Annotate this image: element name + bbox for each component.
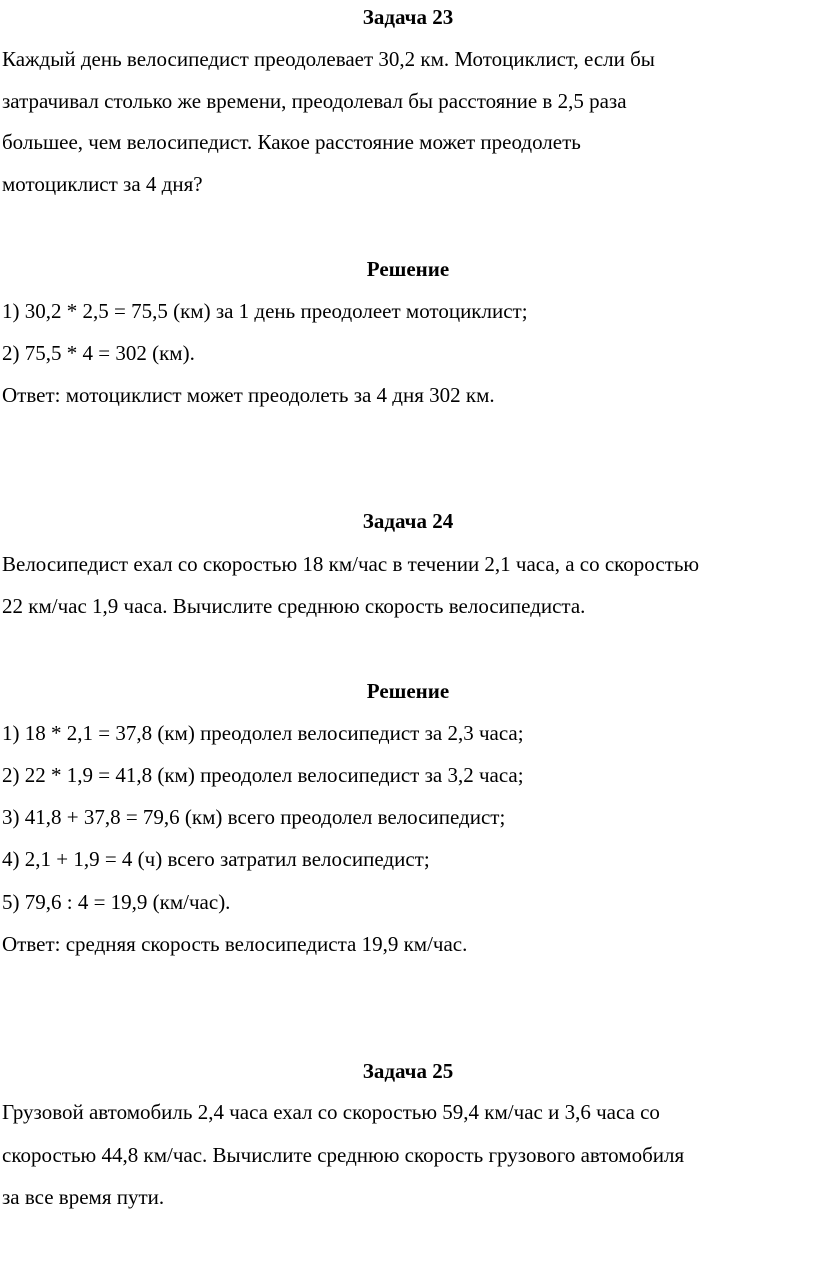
task-23-problem-line: затрачивал столько же времени, преодолевал бы расстояние в 2,5 раза [2,89,627,113]
task-24-step: 5) 79,6 : 4 = 19,9 (км/час). [2,890,231,914]
task-23-solution-title: Решение [366,257,450,281]
task-24-step: 2) 22 * 1,9 = 41,8 (км) преодолел велосипедист за 3,2 часа; [2,763,524,787]
task-25-problem-line: Грузовой автомобиль 2,4 часа ехал со скоростью 59,4 км/час и 3,6 часа со [2,1100,660,1124]
task-24-step: 3) 41,8 + 37,8 = 79,6 (км) всего преодолел велосипедист; [2,805,506,829]
task-24-step: 4) 2,1 + 1,9 = 4 (ч) всего затратил велосипедист; [2,847,430,871]
task-24-problem-line: Велосипедист ехал со скоростью 18 км/час в течении 2,1 часа, а со скоростью [2,552,700,576]
task-24-step: 1) 18 * 2,1 = 37,8 (км) преодолел велосипедист за 2,3 часа; [2,721,524,745]
task-24-solution-title: Решение [366,679,450,703]
task-23-problem-line: Каждый день велосипедист преодолевает 30,2 км. Мотоциклист, если бы [2,47,655,71]
task-23-step: 1) 30,2 * 2,5 = 75,5 (км) за 1 день преодолеет мотоциклист; [2,299,528,323]
task-24-title: Задача 24 [362,509,454,533]
task-25-title: Задача 25 [362,1059,454,1083]
task-25-problem-line: скоростью 44,8 км/час. Вычислите среднюю скорость грузового автомобиля [2,1143,685,1167]
task-25-problem-line: за все время пути. [2,1185,165,1209]
task-23-problem-line: мотоциклист за 4 дня? [2,172,203,196]
task-23-problem-line: большее, чем велосипедист. Какое расстояние может преодолеть [2,130,581,154]
task-23-title: Задача 23 [362,5,454,29]
task-23-answer: Ответ: мотоциклист может преодолеть за 4 дня 302 км. [2,383,495,407]
task-24-problem-line: 22 км/час 1,9 часа. Вычислите среднюю скорость велосипедиста. [2,594,586,618]
task-23-step: 2) 75,5 * 4 = 302 (км). [2,341,195,365]
task-24-answer: Ответ: средняя скорость велосипедиста 19,9 км/час. [2,932,468,956]
